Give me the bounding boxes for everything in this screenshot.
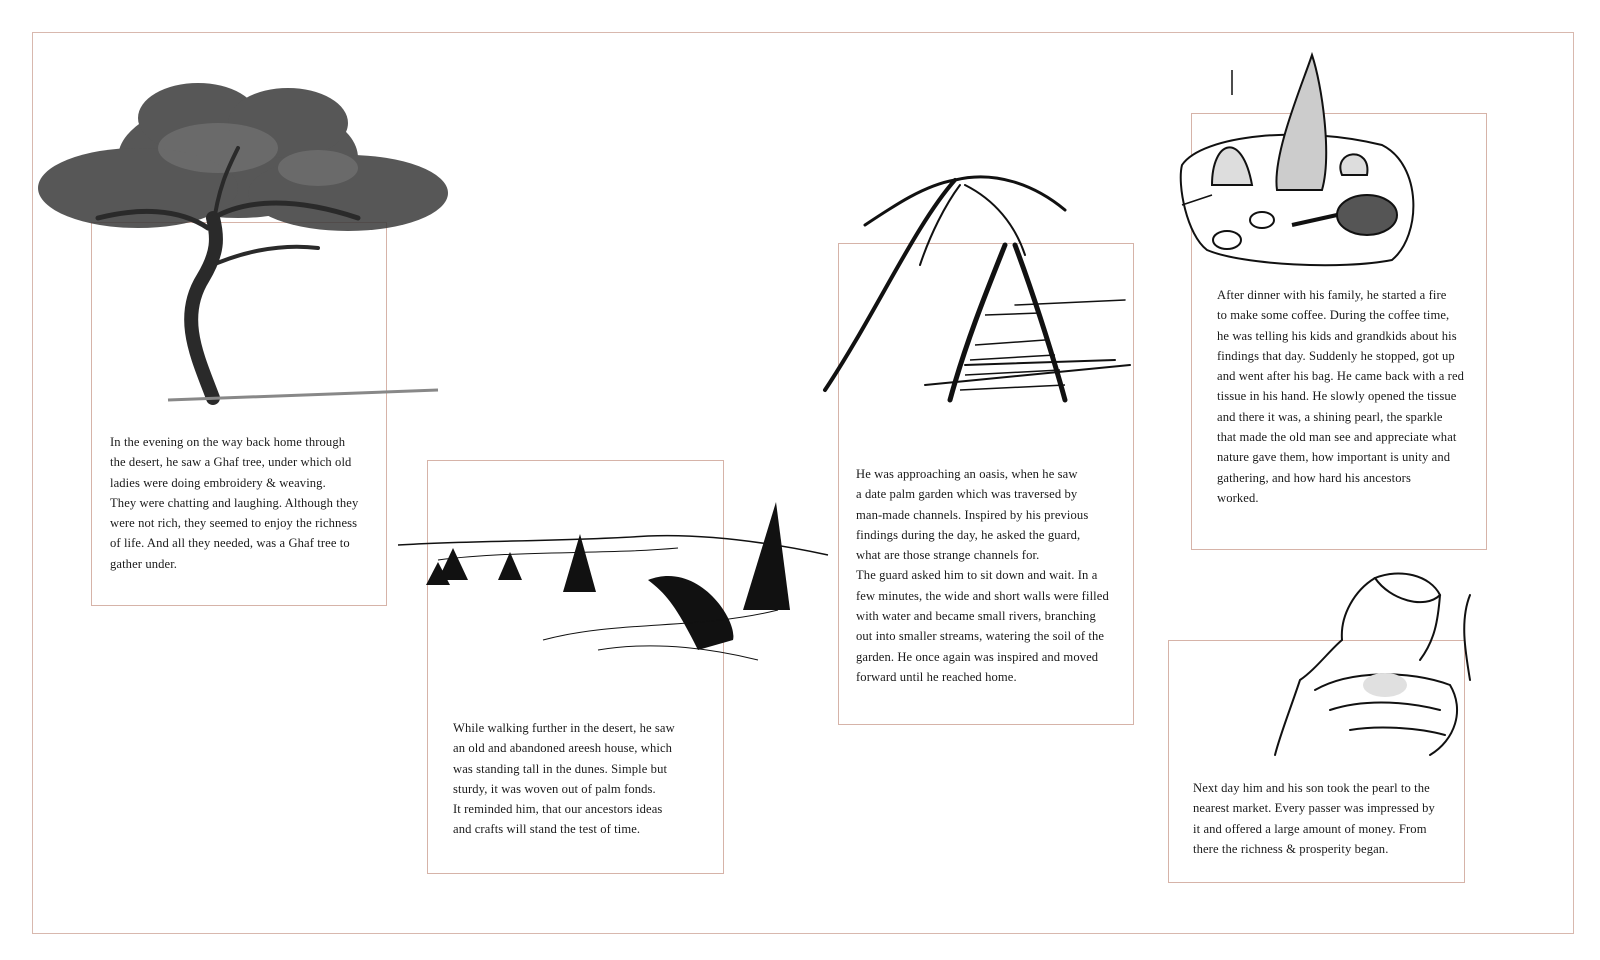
oasis-story-text: He was approaching an oasis, when he saw a date palm garden which was traversed by man-made channels. Inspired by his previous findings during the day, he asked the guard, what are those strange channels for. The guard asked him to sit down and wait. In a few minutes, the wide and short walls were filled with water and became small rivers, branching out into smaller streams, watering the soil of the garden. He once again was inspired and moved forward until he reached home. — [856, 467, 1109, 684]
pearl-hands-icon — [1270, 560, 1470, 760]
coffee-story-text: After dinner with his family, he started a fire to make some coffee. During the coffee time, he was telling his kids and grandkids about his findings that day. Suddenly he stopped, got up and went after his bag. He came back with a red tissue in his hand. He slowly opened the tissue and there it was, a shining pearl, the sparkle that made the old man see and appreciate what nature gave them, how important is unity and gathering, and how hard his ancestors worked. — [1217, 288, 1465, 505]
palm-tree-icon — [815, 165, 1135, 405]
pearl-story-text: Next day him and his son took the pearl to the nearest market. Every passer was impressed by it and offered a large amount of money. From there the richness & prosperity began. — [1193, 781, 1435, 856]
ghaf-tree-icon — [18, 68, 458, 408]
areesh-story-text: While walking further in the desert, he saw an old and abandoned areesh house, which was standing tall in the dunes. Simple but sturdy, it was woven out of palm fonds. It reminded him, that our ancestors ideas and crafts will stand the test of time. — [453, 721, 675, 837]
areesh-huts-icon — [398, 500, 828, 670]
coffee-dallah-icon — [1182, 55, 1432, 265]
ghaf-story-text: In the evening on the way back home through the desert, he saw a Ghaf tree, under which old ladies were doing embroidery & weaving. They were chatting and laughing. Although they were not rich, they seemed to enjoy the richness of life. And all they needed, was a Ghaf tree to gather under. — [110, 435, 359, 571]
